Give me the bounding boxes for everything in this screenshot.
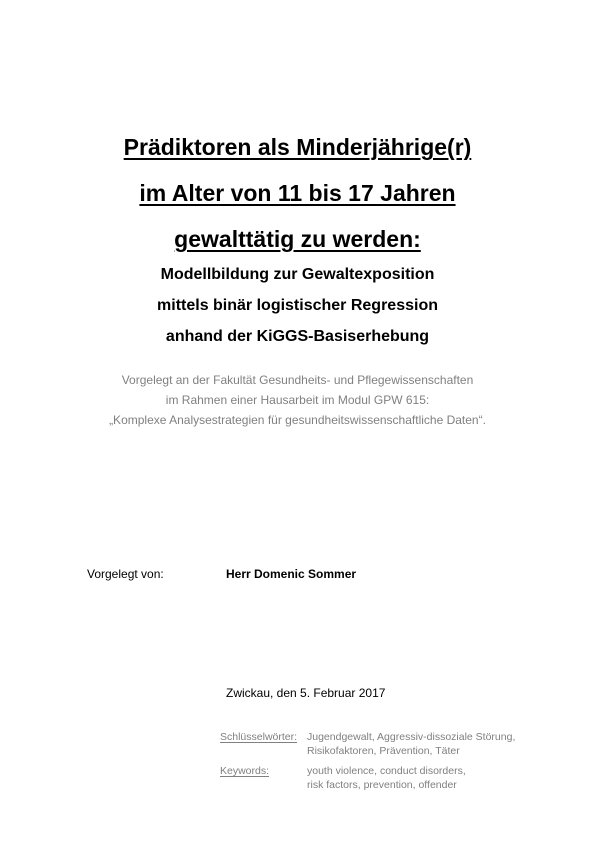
- submission-line-2: im Rahmen einer Hausarbeit im Modul GPW 615:: [165, 393, 430, 407]
- keywords-de-line-1: Jugendgewalt, Aggressiv-dissoziale Störung,: [307, 731, 516, 743]
- submission-line-3: „Komplexe Analysestrategien für gesundheitswissenschaftliche Daten“.: [109, 413, 486, 427]
- title-line-3: [0, 226, 595, 252]
- title-line-2-text: im Alter von 11 bis 17 Jahren: [139, 180, 456, 206]
- keywords-en-label: Keywords:: [220, 765, 270, 777]
- place-date: Zwickau, den 5. Februar 2017: [226, 686, 386, 700]
- title-line-1-text: Prädiktoren als Minderjährige(r): [123, 134, 472, 160]
- title-line-3-text: gewalttätig zu werden:: [174, 226, 421, 252]
- keywords-de-line-2: Risikofaktoren, Prävention, Täter: [307, 745, 460, 757]
- author-name: Herr Domenic Sommer: [226, 567, 357, 581]
- submission-line-1: Vorgelegt an der Fakultät Gesundheits- und Pflegewissenschaften: [121, 373, 474, 387]
- keywords-en-line-2: risk factors, prevention, offender: [307, 779, 457, 791]
- author-label: Vorgelegt von:: [87, 567, 164, 581]
- subtitle-line-1: Modellbildung zur Gewaltexposition: [160, 266, 435, 283]
- title-line-2: [0, 180, 595, 206]
- keywords-de-values: [307, 730, 515, 758]
- subtitle-line-3: anhand der KiGGS-Basiserhebung: [165, 328, 430, 345]
- subtitle-line-2: mittels binär logistischer Regression: [157, 297, 438, 314]
- keywords-en-values: [307, 764, 466, 792]
- keywords-de-label: Schlüsselwörter:: [220, 731, 298, 743]
- keywords-en-line-1: youth violence, conduct disorders,: [307, 765, 466, 777]
- title-line-1: [0, 134, 595, 160]
